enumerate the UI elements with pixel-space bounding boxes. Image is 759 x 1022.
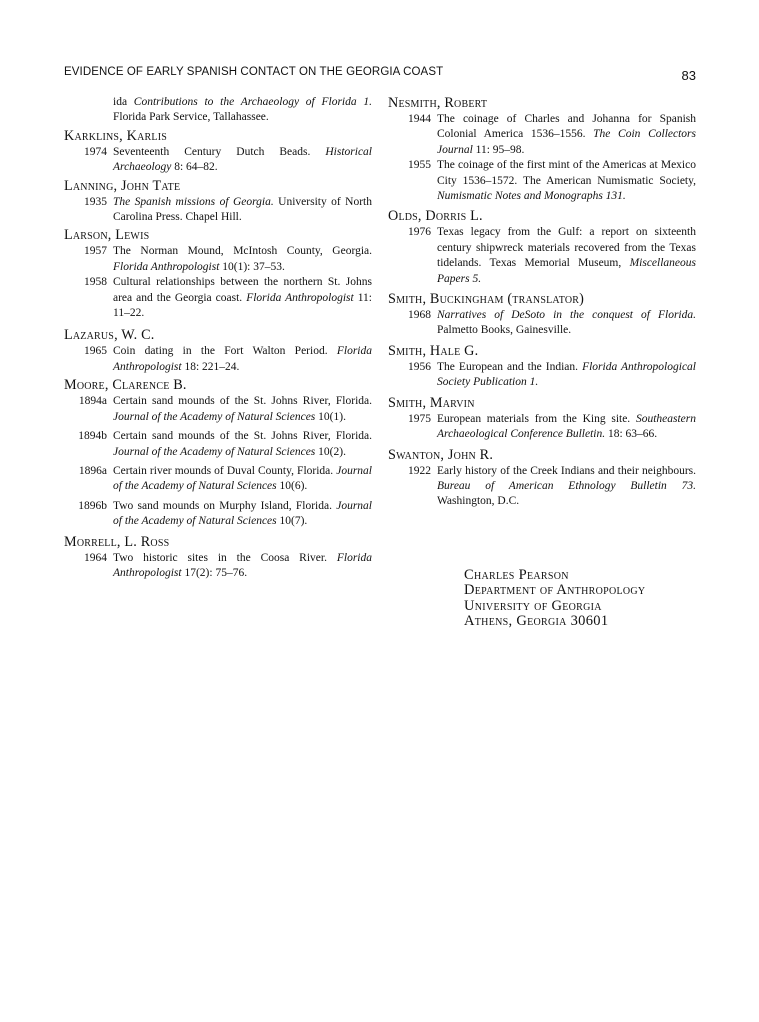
entry-text: 10(6). [276,480,308,493]
left-column [64,95,372,581]
reference-entry [64,195,372,226]
reference-entry [388,308,696,339]
author-heading: Lazarus, W. C. [64,327,155,344]
entry-italic: Florida Anthropologist [246,291,354,304]
entry-text: The coinage of Charles and Johanna for Spanish Colonial America 1536–1556. [437,113,696,141]
entry-text: Certain sand mounds of the St. Johns River, Florida. [113,395,372,408]
author-signature [464,568,704,630]
entry-year: 1896b [78,499,107,512]
entry-year: 1968 [408,309,431,322]
author-heading: Smith, Marvin [388,394,475,411]
continued-entry [64,95,372,126]
entry-italic: Narratives of DeSoto in the conquest of Florida. [437,309,696,322]
entry-text: The European and the Indian. [437,360,583,373]
entry-year: 1974 [84,145,107,158]
entry-text: Certain sand mounds of the St. Johns River, Florida. [113,430,372,443]
reference-entry [388,112,696,158]
reference-entry [64,551,372,582]
author-heading: Smith, Buckingham (translator) [388,291,585,308]
reference-entry [64,344,372,375]
entry-text: 10(7). [276,515,308,528]
entry-text: The Norman Mound, McIntosh County, Georgia. [113,245,372,258]
reference-entry [64,499,372,530]
reference-entry [64,429,372,460]
entry-year: 1944 [408,113,431,125]
entry-text: 10(2). [315,445,346,458]
entry-italic: Florida Anthropologist [113,551,372,579]
entry-year: 1965 [84,345,107,358]
author-heading: Moore, Clarence B. [64,377,187,394]
page-number: 83 [681,68,696,83]
entry-text: Certain river mounds of Duval County, Florida. [113,464,337,477]
entry-italic: The Spanish missions of Georgia. [113,195,274,208]
entry-italic: Bureau of American Ethnology Bulletin 73. [437,479,696,492]
entry-text: University of North Carolina Press. Chapel Hill. [113,195,373,224]
entry-italic: Southeastern Archaeological Conference Bulletin. [437,412,696,441]
reference-entry [64,244,372,275]
entry-italic: Numismatic Notes and Monographs 131. [437,190,626,203]
author-heading: Nesmith, Robert [388,95,488,111]
entry-year: 1964 [84,551,107,564]
entry-text: Two historic sites in the Coosa River. [113,551,337,564]
reference-entry [64,464,372,495]
signature-university: University of Georgia [464,597,602,614]
entry-italic: Florida Anthropological Society Publication 1. [437,360,696,389]
entry-text: Palmetto Books, Gainesville. [437,324,572,337]
author-heading: Morrell, L. Ross [64,533,170,550]
entry-year: 1976 [408,226,431,239]
reference-entry [388,464,696,510]
author-heading: Olds, Dorris L. [388,208,483,225]
reference-entry [388,412,696,443]
entry-year: 1894b [78,430,107,443]
author-heading: Larson, Lewis [64,227,150,244]
entry-text: European materials from the King site. [437,412,636,425]
signature-department: Department of Anthropology [464,582,646,599]
right-column [388,95,696,510]
entry-italic: Journal of the Academy of Natural Sciences [113,410,316,423]
entry-italic: Journal of the Academy of Natural Sciences [113,464,372,493]
entry-italic: Florida Anthropologist [113,260,220,273]
entry-text: 18: 63–66. [605,428,658,441]
author-heading: Smith, Hale G. [388,342,479,359]
entry-text: Texas legacy from the Gulf: a report on sixteenth century shipwreck materials recovered from the Texas tidelands. Texas Memorial Museum, [437,226,696,270]
entry-italic: Florida Anthropologist [113,345,372,373]
reference-entry [388,360,696,391]
entry-year: 1957 [84,245,107,258]
author-heading: Karklins, Karlis [64,127,168,144]
entry-text: Early history of the Creek Indians and their neighbours. [437,464,696,477]
entry-year: 1958 [84,276,107,289]
entry-text: 8: 64–82. [171,161,218,174]
running-head-title: EVIDENCE OF EARLY SPANISH CONTACT ON THE GEORGIA COAST [64,66,444,78]
reference-entry [64,275,372,321]
entry-text: 10(1). [315,410,346,423]
entry-italic: Journal of the Academy of Natural Sciences [113,499,372,528]
entry-year: 1935 [84,195,107,208]
entry-italic: Journal of the Academy of Natural Sciences [113,445,316,458]
signature-name: Charles Pearson [464,567,569,583]
signature-address: Athens, Georgia 30601 [464,613,609,630]
entry-italic: The Coin Collectors Journal [437,128,696,156]
entry-text: Two sand mounds on Murphy Island, Florida. [113,499,337,512]
entry-text: 18: 221–24. [181,360,240,373]
entry-year: 1894a [78,395,107,408]
entry-italic: Historical Archaeology [113,145,372,174]
entry-text: Coin dating in the Fort Walton Period. [113,345,337,358]
reference-entry [64,394,372,425]
entry-year: 1922 [408,464,431,477]
entry-text: 11: 95–98. [472,143,525,156]
entry-italic: Miscellaneous Papers 5. [437,257,696,285]
entry-text: Seventeenth Century Dutch Beads. [113,145,326,158]
entry-text: Cultural relationships between the northern St. Johns area and the Georgia coast. [113,276,372,304]
running-head [64,66,696,84]
entry-year: 1955 [408,159,431,172]
entry-text: ida [113,96,134,108]
entry-text: 11: 11–22. [113,291,372,320]
entry-text: 17(2): 75–76. [181,566,248,579]
author-heading: Swanton, John R. [388,446,494,463]
entry-year: 1896a [78,464,107,477]
entry-italic: Contributions to the Archaeology of Florida 1. [133,96,372,108]
entry-text: Florida Park Service, Tallahassee. [113,111,269,124]
reference-entry [388,158,696,204]
reference-entry [64,145,372,176]
entry-text: The coinage of the first mint of the Americas at Mexico City 1536–1572. The American Numismatic Society, [437,159,696,187]
entry-year: 1956 [408,360,431,373]
entry-text: Washington, D.C. [437,495,520,508]
reference-entry [388,225,696,287]
entry-year: 1975 [408,412,431,425]
entry-text: 10(1): 37–53. [219,260,285,273]
author-heading: Lanning, John Tate [64,177,181,194]
